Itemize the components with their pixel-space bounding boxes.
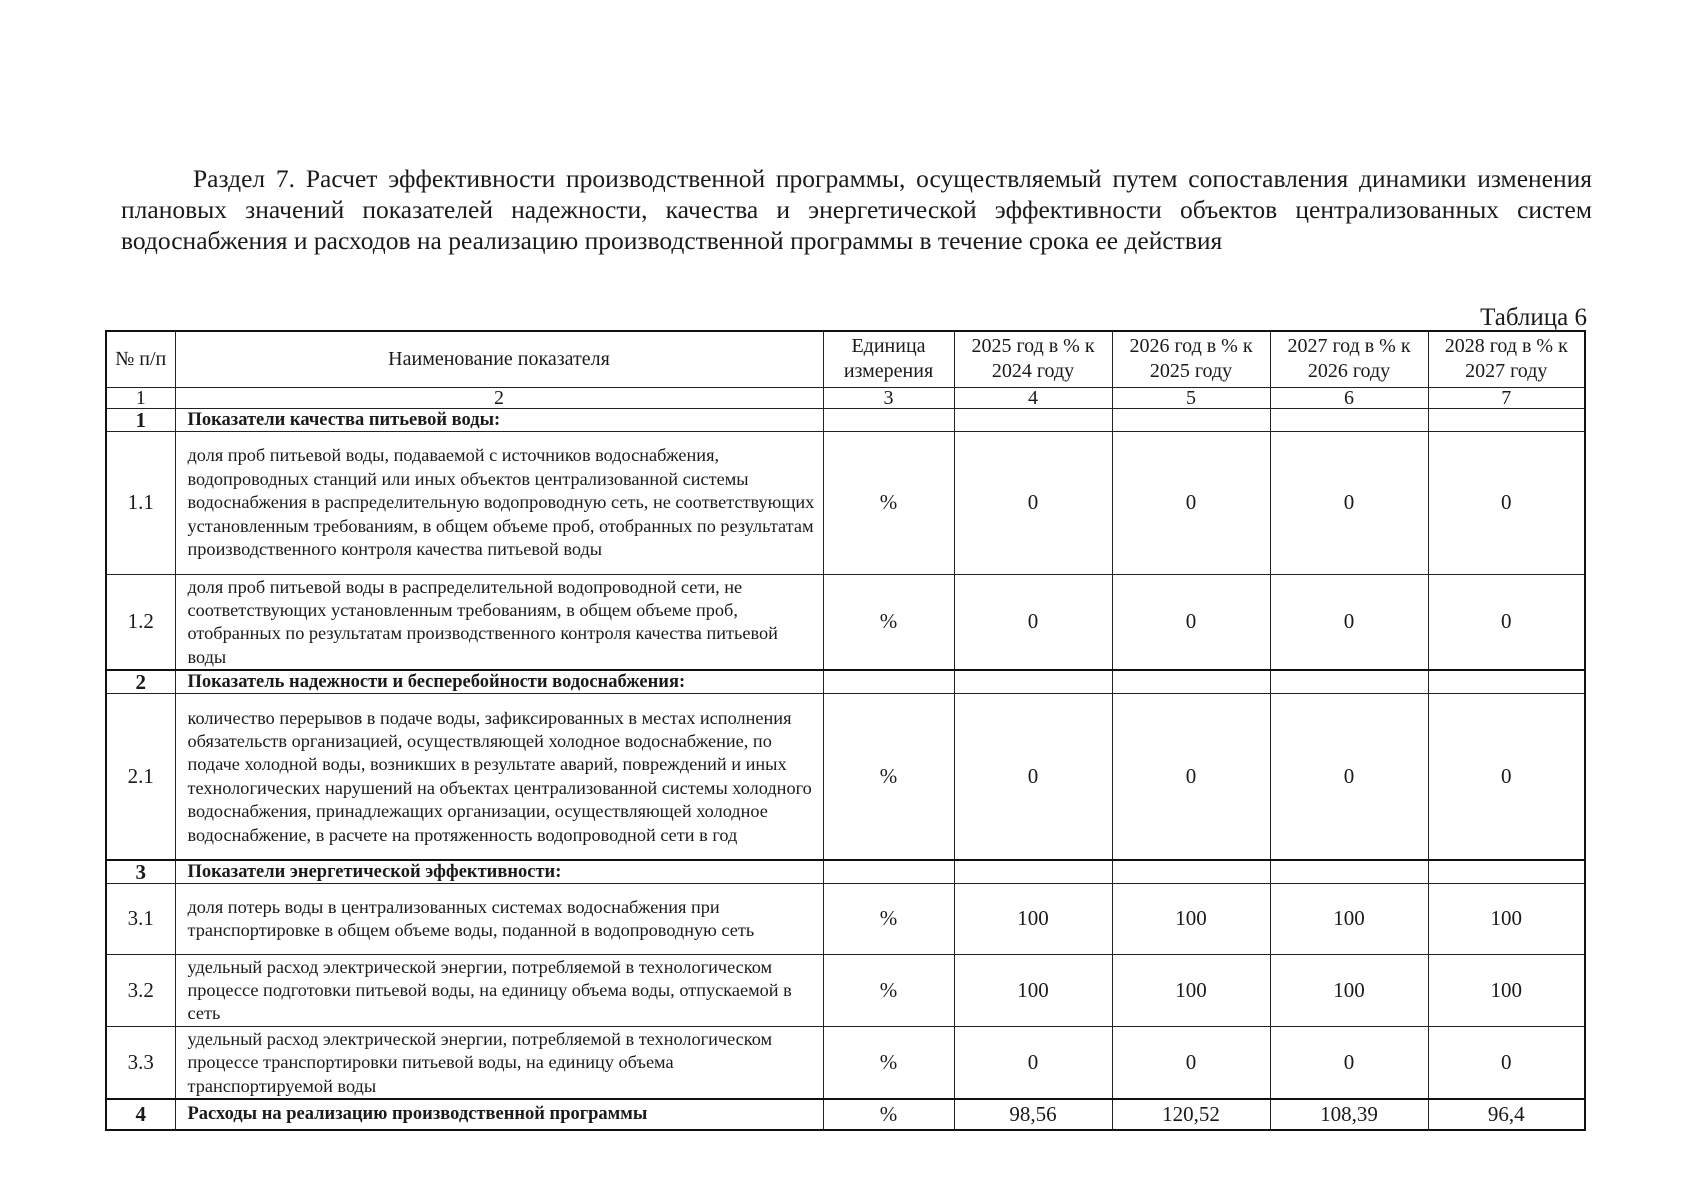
table-row [106, 431, 1585, 574]
value-2028 [1428, 860, 1585, 884]
table-row [106, 883, 1585, 954]
row-number: 2 [106, 670, 175, 694]
value-2026: 100 [1112, 883, 1270, 954]
indicator-name: количество перерывов в подаче воды, зафиксированных в местах исполнения обязательств организацией, осуществляющей холодное водоснабжение, по подаче холодной воды, возникших в результате аварий, повреждений и иных технологических нарушений на объектах централизованной системы холодного водоснабжения, принадлежащих организации, осуществляющей холодное водоснабжение, в расчете на протяженность водопроводной сети в год [175, 694, 823, 860]
row-number: 1.2 [106, 574, 175, 670]
value-2027: 0 [1270, 694, 1428, 860]
value-2025: 0 [954, 431, 1112, 574]
section-heading: Раздел 7. Расчет эффективности производственной программы, осуществляемый путем сопоставления динамики изменения плановых значений показателей надежности, качества и энергетической эффективности объектов централизованных систем водоснабжения и расходов на реализацию производственной программы в течение срока ее действия [121, 164, 1592, 255]
indicators-table [105, 330, 1586, 1131]
value-2026: 0 [1112, 574, 1270, 670]
value-2026 [1112, 408, 1270, 431]
value-2026: 0 [1112, 694, 1270, 860]
column-number: 7 [1428, 387, 1585, 408]
indicator-name: удельный расход электрической энергии, потребляемой в технологическом процессе подготовки питьевой воды, на единицу объема воды, отпускаемой в сеть [175, 954, 823, 1026]
row-number: 3.2 [106, 954, 175, 1026]
value-2025 [954, 670, 1112, 694]
value-2027: 0 [1270, 574, 1428, 670]
indicator-name: доля проб питьевой воды, подаваемой с источников водоснабжения, водопроводных станций или иных объектов централизованной системы водоснабжения в распределительную водопроводную сеть, не соответствующих установленным требованиям, в общем объеме проб, отобранных по результатам производственного контроля качества питьевой воды [175, 431, 823, 574]
row-number: 4 [106, 1099, 175, 1130]
unit-cell: % [823, 1026, 954, 1099]
indicator-name: Показатели качества питьевой воды: [175, 408, 823, 431]
column-number: 6 [1270, 387, 1428, 408]
value-2027: 0 [1270, 1026, 1428, 1099]
table-header-row [106, 331, 1585, 387]
unit-cell [823, 860, 954, 884]
unit-cell [823, 670, 954, 694]
unit-cell [823, 408, 954, 431]
value-2027: 108,39 [1270, 1099, 1428, 1130]
value-2027 [1270, 408, 1428, 431]
table-row [106, 954, 1585, 1026]
unit-cell: % [823, 574, 954, 670]
unit-cell: % [823, 694, 954, 860]
row-number: 3 [106, 860, 175, 884]
indicator-name: Показатели энергетической эффективности: [175, 860, 823, 884]
table-caption: Таблица 6 [1480, 304, 1587, 331]
value-2026: 0 [1112, 431, 1270, 574]
header-2025: 2025 год в % к 2024 году [954, 331, 1112, 387]
column-number: 5 [1112, 387, 1270, 408]
value-2028: 0 [1428, 574, 1585, 670]
indicator-name: удельный расход электрической энергии, потребляемой в технологическом процессе транспортировки питьевой воды, на единицу объема транспортируемой воды [175, 1026, 823, 1099]
row-number: 3.1 [106, 883, 175, 954]
value-2027 [1270, 670, 1428, 694]
value-2025: 0 [954, 694, 1112, 860]
value-2026: 120,52 [1112, 1099, 1270, 1130]
value-2027: 0 [1270, 431, 1428, 574]
value-2028: 100 [1428, 954, 1585, 1026]
value-2028 [1428, 670, 1585, 694]
value-2027 [1270, 860, 1428, 884]
table-row [106, 1099, 1585, 1130]
header-2026: 2026 год в % к 2025 году [1112, 331, 1270, 387]
value-2027: 100 [1270, 883, 1428, 954]
indicator-name: Расходы на реализацию производственной программы [175, 1099, 823, 1130]
value-2028: 0 [1428, 431, 1585, 574]
column-number: 3 [823, 387, 954, 408]
header-number: № п/п [106, 331, 175, 387]
row-number: 1 [106, 408, 175, 431]
value-2028 [1428, 408, 1585, 431]
value-2026 [1112, 670, 1270, 694]
value-2028: 0 [1428, 694, 1585, 860]
value-2028: 0 [1428, 1026, 1585, 1099]
header-unit: Единица измерения [823, 331, 954, 387]
indicator-name: Показатель надежности и бесперебойности водоснабжения: [175, 670, 823, 694]
indicator-name: доля потерь воды в централизованных системах водоснабжения при транспортировке в общем объеме воды, поданной в водопроводную сеть [175, 883, 823, 954]
row-number: 1.1 [106, 431, 175, 574]
header-2027: 2027 год в % к 2026 году [1270, 331, 1428, 387]
value-2025: 100 [954, 954, 1112, 1026]
value-2025 [954, 860, 1112, 884]
unit-cell: % [823, 954, 954, 1026]
value-2025: 100 [954, 883, 1112, 954]
table-row [106, 694, 1585, 860]
indicator-name: доля проб питьевой воды в распределительной водопроводной сети, не соответствующих установленным требованиям, в общем объеме проб, отобранных по результатам производственного контроля качества питьевой воды [175, 574, 823, 670]
value-2028: 96,4 [1428, 1099, 1585, 1130]
table-row [106, 574, 1585, 670]
header-indicator-name: Наименование показателя [175, 331, 823, 387]
value-2026 [1112, 860, 1270, 884]
value-2025: 0 [954, 574, 1112, 670]
unit-cell: % [823, 1099, 954, 1130]
unit-cell: % [823, 883, 954, 954]
header-2028: 2028 год в % к 2027 году [1428, 331, 1585, 387]
row-number: 2.1 [106, 694, 175, 860]
column-number: 4 [954, 387, 1112, 408]
table-row [106, 408, 1585, 431]
unit-cell: % [823, 431, 954, 574]
value-2025 [954, 408, 1112, 431]
column-number: 2 [175, 387, 823, 408]
column-number: 1 [106, 387, 175, 408]
value-2026: 100 [1112, 954, 1270, 1026]
value-2025: 98,56 [954, 1099, 1112, 1130]
value-2026: 0 [1112, 1026, 1270, 1099]
table-row [106, 1026, 1585, 1099]
value-2025: 0 [954, 1026, 1112, 1099]
value-2027: 100 [1270, 954, 1428, 1026]
row-number: 3.3 [106, 1026, 175, 1099]
table-row [106, 670, 1585, 694]
table-row [106, 860, 1585, 884]
value-2028: 100 [1428, 883, 1585, 954]
column-number-row [106, 387, 1585, 408]
